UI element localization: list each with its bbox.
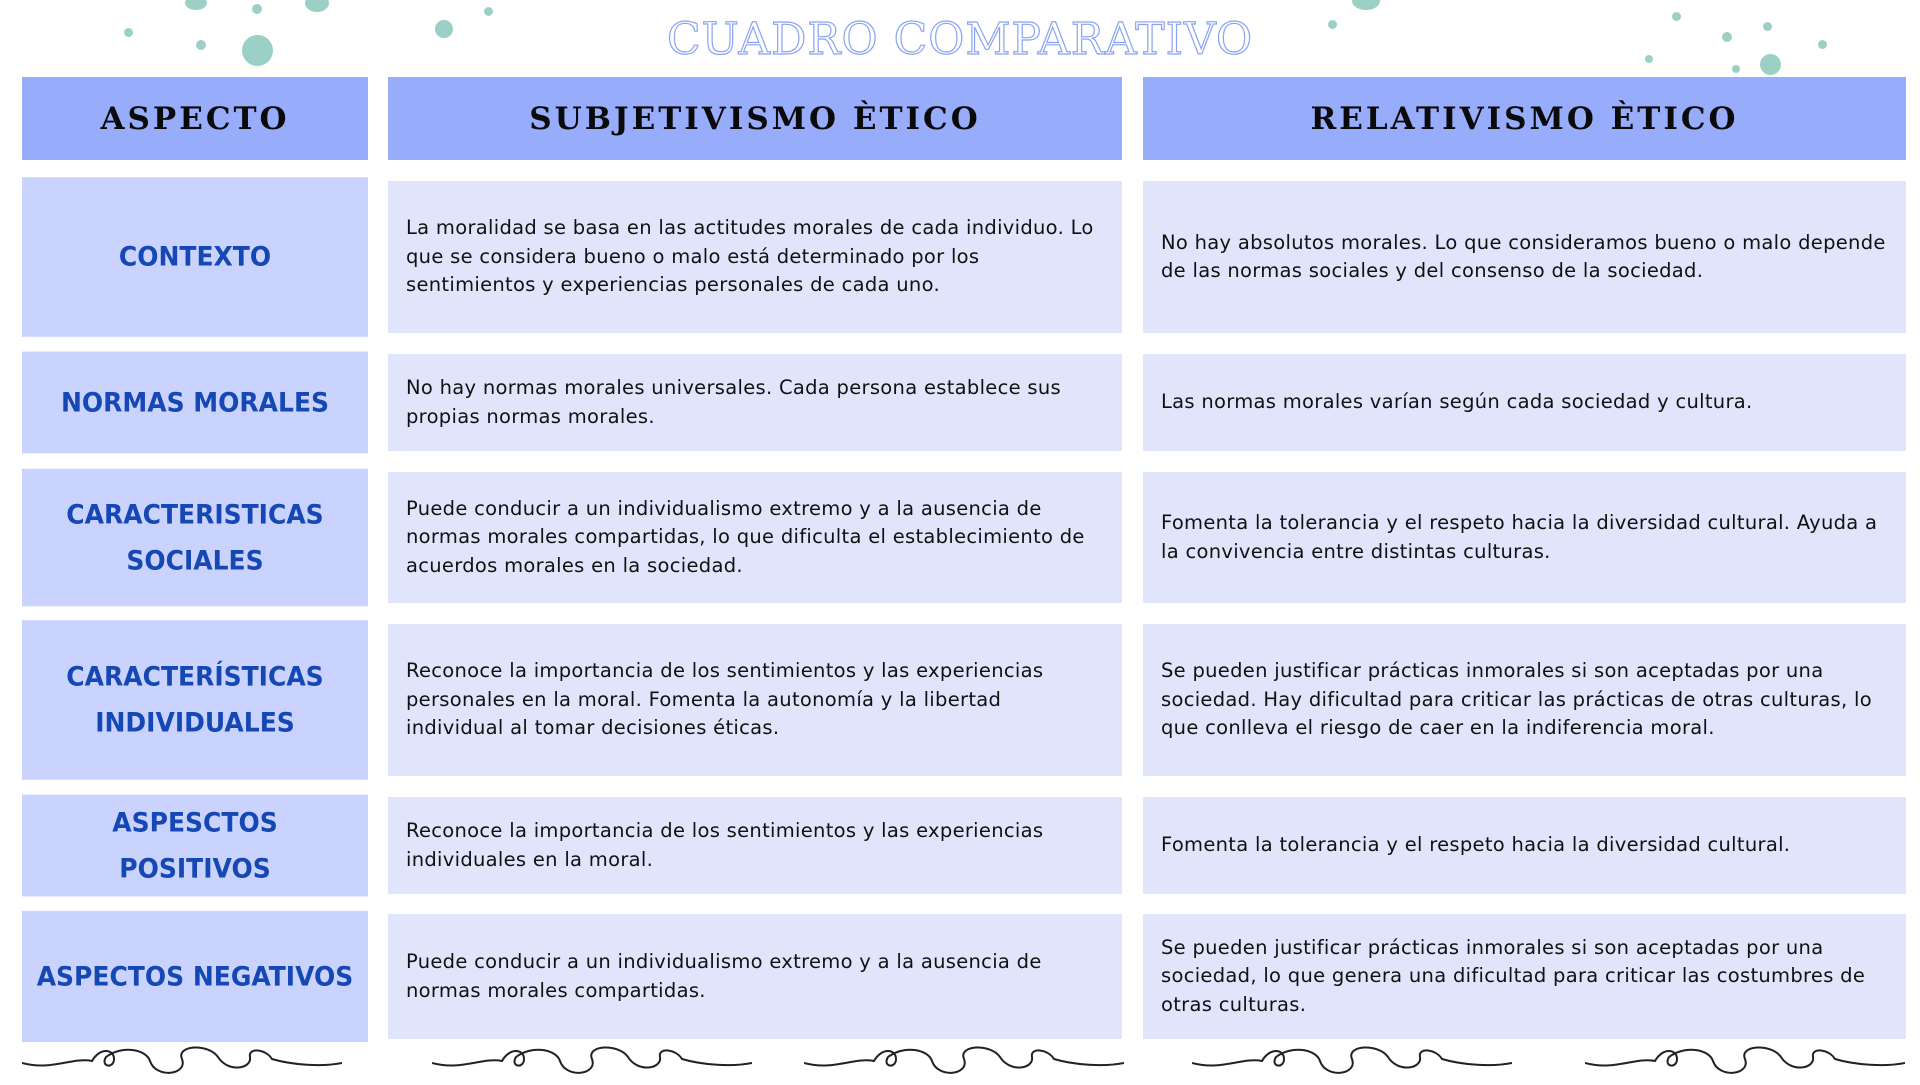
cell-text: Se pueden justificar prácticas inmorales si son aceptadas por una sociedad. Hay dificultad para criticar las prácticas de otras culturas, lo que conlleva el riesgo de caer en la indiferencia moral. xyxy=(1161,659,1872,740)
cell-text: Fomenta la tolerancia y el respeto hacia la diversidad cultural. Ayuda a la convivencia entre distintas culturas. xyxy=(1161,511,1878,563)
swirl-flourish-icon xyxy=(1192,1035,1512,1085)
row-label-caracteristicas-individuales: CARACTERÍSTICAS INDIVIDUALES xyxy=(22,620,368,780)
page-title: CUADRO COMPARATIVO xyxy=(666,14,1254,65)
cell-subjetivismo-sociales xyxy=(388,472,1122,603)
swirl-flourish-icon xyxy=(1585,1035,1905,1085)
row-label-normas-morales: NORMAS MORALES xyxy=(22,352,368,454)
cell-text: No hay normas morales universales. Cada persona establece sus propias normas morales. xyxy=(406,376,1061,428)
cell-text: No hay absolutos morales. Lo que consideramos bueno o malo depende de las normas sociales y del consenso de la sociedad. xyxy=(1161,230,1886,282)
swirl-flourish-icon xyxy=(432,1035,752,1085)
cell-relativismo-positivos xyxy=(1143,797,1906,894)
cell-relativismo-sociales xyxy=(1143,472,1906,603)
cell-subjetivismo-individuales xyxy=(388,624,1122,776)
header-aspecto: ASPECTO xyxy=(22,77,368,160)
cell-text: Reconoce la importancia de los sentimientos y las experiencias personales en la moral. Fomenta la autonomía y la libertad individual al tomar decisiones éticas. xyxy=(406,659,1044,740)
row-label-contexto: CONTEXTO xyxy=(22,177,368,337)
swirl-flourish-icon xyxy=(22,1035,342,1085)
row-label-caracteristicas-sociales: CARACTERISTICAS SOCIALES xyxy=(22,469,368,607)
cell-subjetivismo-negativos xyxy=(388,914,1122,1039)
cell-subjetivismo-contexto xyxy=(388,181,1122,333)
cell-text: Las normas morales varían según cada sociedad y cultura. xyxy=(1161,390,1753,414)
header-relativismo: RELATIVISMO ÈTICO xyxy=(1143,77,1906,160)
cell-relativismo-individuales xyxy=(1143,624,1906,776)
row-label-aspectos-positivos: ASPESCTOS POSITIVOS xyxy=(22,795,368,897)
cell-text: La moralidad se basa en las actitudes morales de cada individuo. Lo que se considera bueno o malo está determinado por los sentimientos y experiencias personales de cada uno. xyxy=(406,216,1094,297)
cell-text: Puede conducir a un individualismo extremo y a la ausencia de normas morales compartidas. xyxy=(406,950,1042,1002)
header-subjetivismo: SUBJETIVISMO ÈTICO xyxy=(388,77,1122,160)
cell-subjetivismo-normas xyxy=(388,354,1122,451)
cell-text: Fomenta la tolerancia y el respeto hacia la diversidad cultural. xyxy=(1161,833,1791,857)
cell-relativismo-contexto xyxy=(1143,181,1906,333)
cell-subjetivismo-positivos xyxy=(388,797,1122,894)
cell-text: Se pueden justificar prácticas inmorales si son aceptadas por una sociedad, lo que genera una dificultad para criticar las costumbres de otras culturas. xyxy=(1161,935,1866,1016)
swirl-flourish-icon xyxy=(804,1035,1124,1085)
cell-relativismo-negativos xyxy=(1143,914,1906,1039)
cell-relativismo-normas xyxy=(1143,354,1906,451)
cell-text: Reconoce la importancia de los sentimientos y las experiencias individuales en la moral. xyxy=(406,819,1044,871)
cell-text: Puede conducir a un individualismo extremo y a la ausencia de normas morales compartidas, lo que dificulta el establecimiento de acuerdos morales en la sociedad. xyxy=(406,496,1085,577)
row-label-aspectos-negativos: ASPECTOS NEGATIVOS xyxy=(22,911,368,1042)
